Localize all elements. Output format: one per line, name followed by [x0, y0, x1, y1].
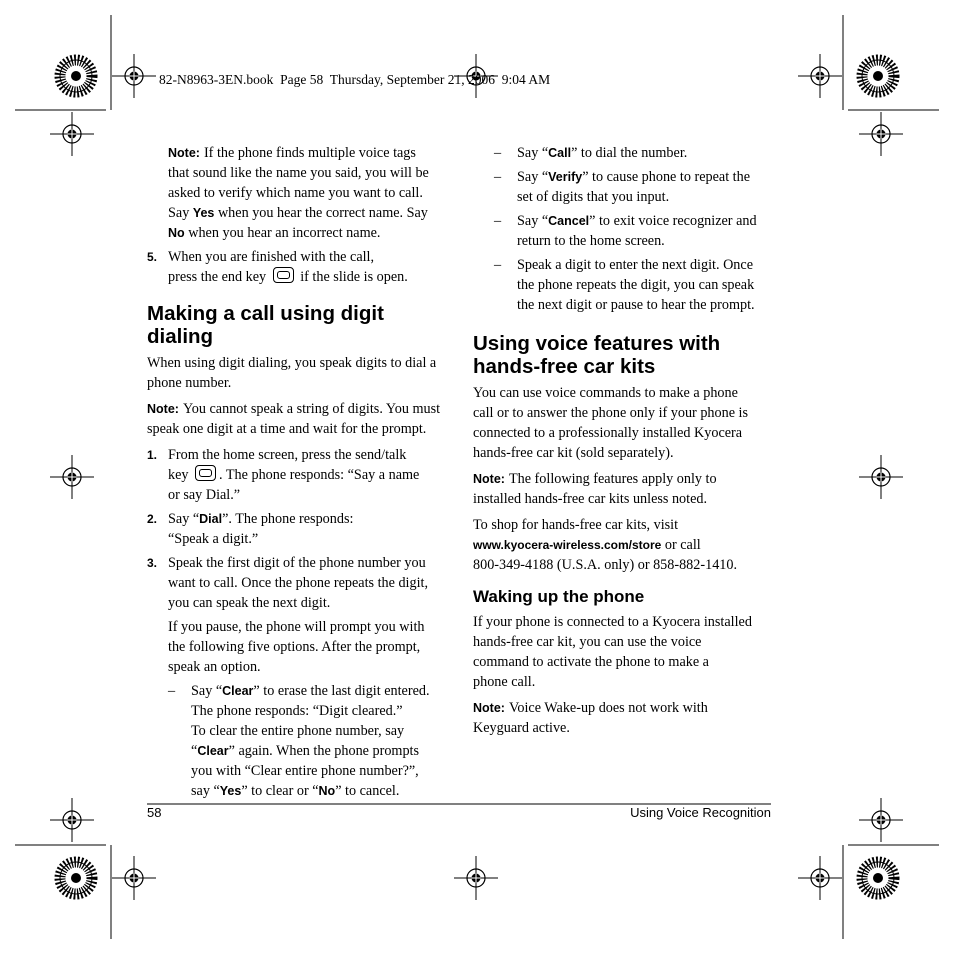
step-number: 5.: [147, 250, 158, 264]
footer-section-title: Using Voice Recognition: [630, 805, 771, 820]
option-speak-digit: – Speak a digit to enter the next digit. Once the phone repeats the digit, you can speak the next digit or pause to hear the prompt.: [494, 257, 755, 313]
note-string-of-digits: Note: You cannot speak a string of digits. You must speak one digit at a time and wait for the prompt.: [147, 401, 441, 437]
note-multiple-tags: Note: If the phone finds multiple voice tags that sound like the name you said, you will be asked to verify which name you want to call. Say Yes when you hear the correct name. Say No when you hear an incorrect name.: [168, 145, 429, 241]
step-number: 1.: [147, 448, 158, 462]
step-1: 1. From the home screen, press the send/talk key . The phone responds: “Say a name or say Dial.”: [147, 447, 420, 503]
option-cancel: – Say “Cancel” to exit voice recognizer and return to the home screen.: [494, 213, 757, 249]
option-call: – Say “Call” to dial the number.: [494, 145, 688, 161]
page-number: 58: [147, 805, 162, 820]
send-key-icon: [195, 465, 216, 481]
wake-paragraph: If your phone is connected to a Kyocera installed hands-free car kit, you can use the voice command to activate the phone to make a phone call.: [473, 614, 752, 690]
step-number: 3.: [147, 556, 158, 570]
heading-digit-dialing: Making a call using digit dialing: [147, 302, 384, 348]
note-label: Note:: [147, 402, 179, 416]
note-label: Note:: [473, 472, 505, 486]
store-link[interactable]: www.kyocera-wireless.com/store: [473, 538, 662, 552]
step-5: 5. When you are finished with the call, press the end key if the slide is open.: [147, 249, 408, 285]
shop-paragraph: To shop for hands-free car kits, visit www.kyocera-wireless.com/store or call 800-349-4188 (U.S.A. only) or 858-882-1410.: [473, 517, 738, 573]
end-key-icon: [273, 267, 294, 283]
book-slug: 82-N8963-3EN.book Page 58 Thursday, September 21, 2006 9:04 AM: [159, 72, 551, 87]
heading-hands-free: Using voice features with hands-free car kits: [473, 332, 721, 378]
pause-paragraph: If you pause, the phone will prompt you with the following five options. After the prompt, speak an option.: [168, 619, 425, 675]
note-label: Note:: [473, 701, 505, 715]
note-installed-kits: Note: The following features apply only to installed hands-free car kits unless noted.: [473, 471, 717, 507]
option-verify: – Say “Verify” to cause phone to repeat the set of digits that you input.: [494, 169, 751, 205]
note-label: Note:: [168, 146, 200, 160]
step-3: 3. Speak the first digit of the phone number you want to call. Once the phone repeats the digit, you can speak the next digit. If you pause, the phone will prompt you with the following five options. After the prompt, speak an option.: [168, 553, 447, 677]
step-2: 2. Say “Dial”. The phone responds: “Speak a digit.”: [147, 511, 354, 547]
hands-free-intro: You can use voice commands to make a phone call or to answer the phone only if your phone is connected to a professionally installed Kyocera hands-free car kit (sold separately).: [473, 385, 749, 461]
option-clear: – Say “Clear” to erase the last digit entered. The phone responds: “Digit cleared.” To clear the entire phone number, say “Clear” again. When the phone prompts you with “Clear entire phone number?”, say “Yes” to clear or “No” to cancel.: [168, 683, 430, 799]
note-keyguard: Note: Voice Wake-up does not work with Keyguard active.: [473, 700, 708, 736]
digit-dialing-intro: When using digit dialing, you speak digits to dial a phone number.: [147, 355, 437, 391]
left-column: [147, 143, 447, 801]
step-number: 2.: [147, 512, 158, 526]
right-column: [473, 143, 773, 738]
subheading-waking-up: Waking up the phone: [473, 587, 645, 606]
